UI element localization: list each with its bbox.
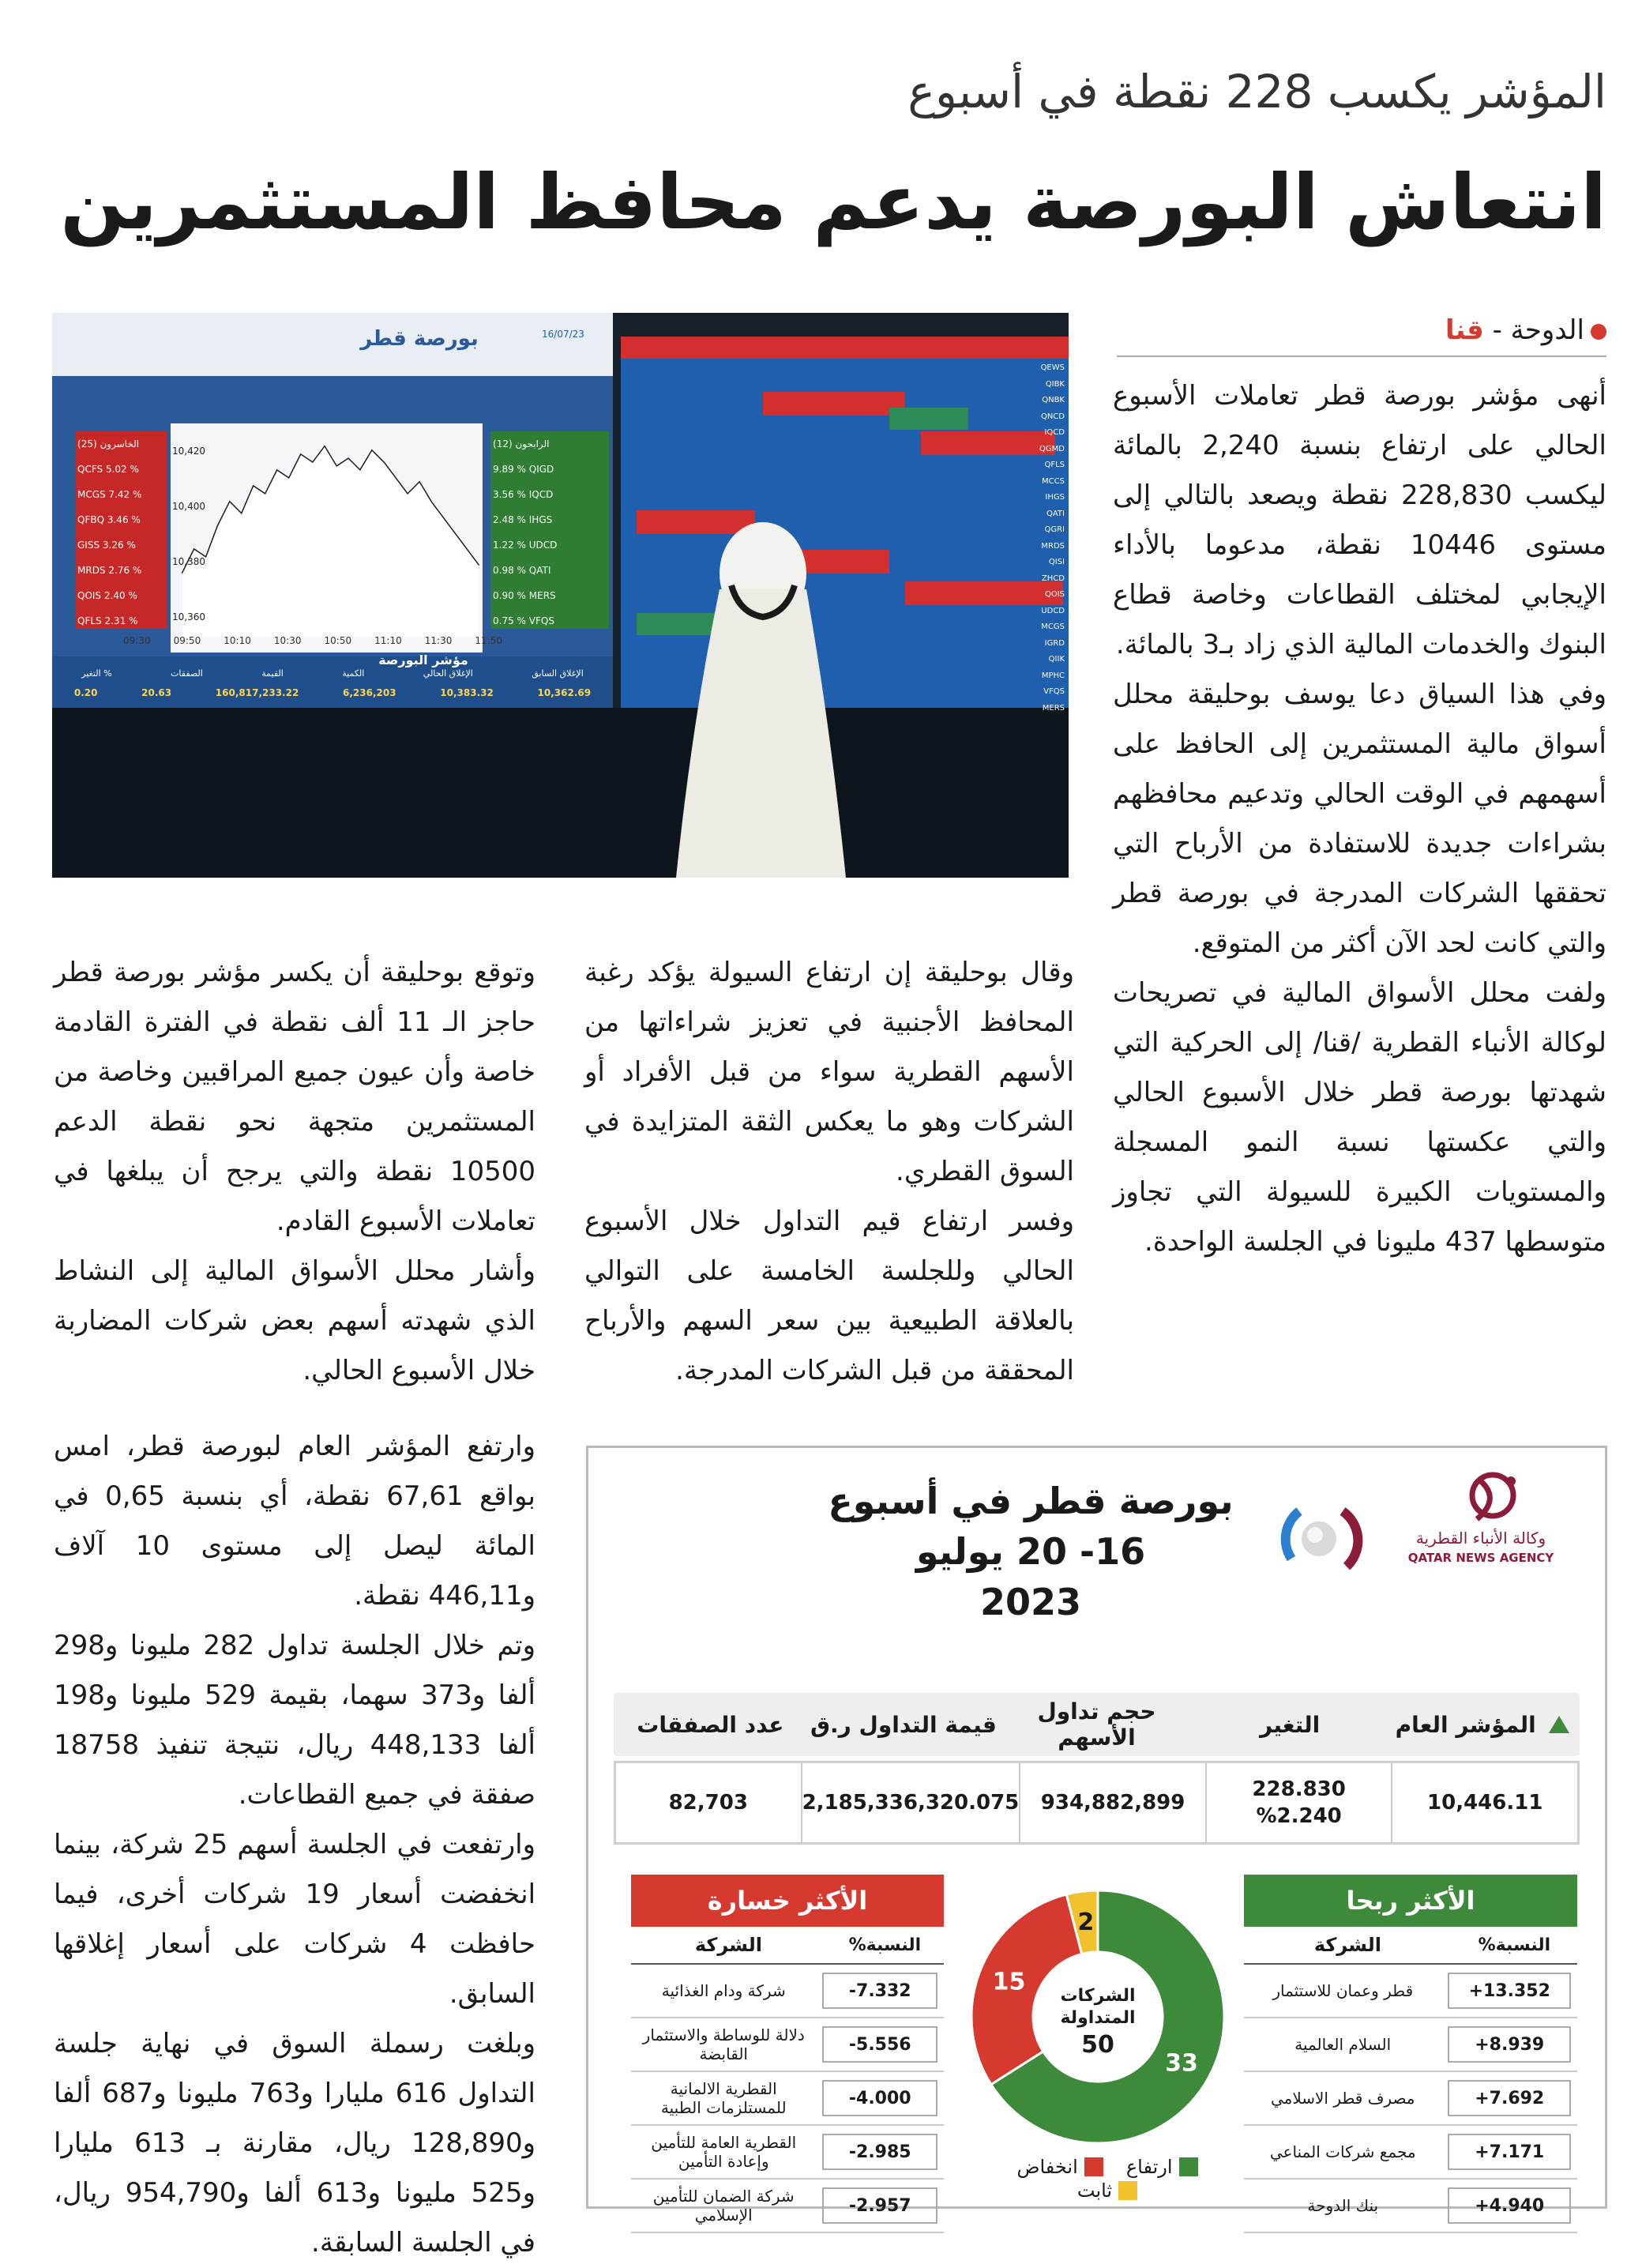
ticker-code: VFQS <box>528 615 554 626</box>
ticker-code: UDCD <box>528 540 558 551</box>
paragraph: ولفت محلل الأسواق المالية في تصريحات لوكالة الأنباء القطرية /قنا/ إلى الحركية التي شهدتها بورصة قطر خلال الأسبوع الحالي والتي عكستها نسبة النمو المسجلة والمستويات الكبيرة للسيولة التي تجاوز متوسطها 437 مليونا في الجلسة الواحدة. <box>1113 977 1606 1258</box>
summary-table-header <box>614 1693 1580 1756</box>
infographic-title: بورصة قطر في أسبوع <box>828 1480 1234 1522</box>
summary-label: الكمية <box>342 668 365 679</box>
x-tick: 11:10 <box>374 635 402 646</box>
board-summary-labels <box>52 668 613 679</box>
list-item <box>1244 2072 1577 2126</box>
company-name: القطرية الالمانية للمستلزمات الطبية <box>660 2079 787 2117</box>
article-headline: انتعاش البورصة يدعم محافظ المستثمرين <box>60 158 1606 246</box>
list-item <box>631 2180 944 2233</box>
ticker-code: MCCS <box>1042 476 1065 486</box>
agency-name-ar: وكالة الأنباء القطرية <box>1415 1529 1546 1548</box>
ticker-code: MCGS <box>77 489 106 500</box>
agency-name-en: QATAR NEWS AGENCY <box>1407 1551 1554 1565</box>
exchange-logo-icon <box>1268 1488 1370 1590</box>
article-column-2 <box>584 948 1074 1396</box>
y-tick: 10,400 <box>172 501 205 512</box>
company-pct: 4.000- <box>822 2080 937 2116</box>
company-name: السلام العالمية <box>1294 2035 1392 2054</box>
header-label: المؤشر العام <box>1395 1711 1536 1738</box>
header-cell: عدد الصفقات <box>637 1711 784 1738</box>
list-item <box>1244 2018 1577 2072</box>
paragraph: أنهى مؤشر بورصة قطر تعاملات الأسبوع الحالي على ارتفاع بنسبة 2,240 بالمائة ليكسب 228,830 نقطة ويصعد بالتالي إلى مستوى 10446 نقطة، مدعوما بالأداء الإيجابي لمختلف القطاعات وخاصة قطاع البنوك والخدمات المالية الذي زاد بـ3 بالمائة. <box>1113 380 1606 660</box>
list-item <box>631 1965 944 2018</box>
company-name: القطرية العامة للتأمين وإعادة التأمين <box>651 2133 797 2171</box>
summary-table <box>588 1693 1605 1845</box>
top-losers-header <box>631 1927 944 1965</box>
summary-value: 20.63 <box>141 687 172 698</box>
paragraph: وارتفع المؤشر العام لبورصة قطر، امس بواقع 67,61 نقطة، أي بنسبة 0,65 في المائة ليصل إلى مستوى 10 آلاف و446,11 نقطة. <box>54 1431 535 1612</box>
header-cell: حجم تداول الأسهم <box>1037 1698 1156 1751</box>
legend-swatch <box>1118 2181 1137 2200</box>
ticker-code: QOIS <box>1044 590 1065 599</box>
ticker-code: QNCD <box>1040 412 1065 421</box>
ticker-code: IGRD <box>1044 638 1065 648</box>
ticker-pct: 0.90 % <box>493 590 526 601</box>
qna-logo-icon <box>1426 1464 1560 1527</box>
summary-value: 10,362.69 <box>537 687 592 698</box>
legend-item <box>1016 2156 1103 2178</box>
ticker-code: QATI <box>528 565 551 576</box>
paragraph: وبلغت رسملة السوق في نهاية جلسة التداول 616 مليارا و763 مليونا و687 ألفا و128,890 ريال، مقارنة بـ 613 مليارا و525 مليونا و613 ألفا و954,790 ريال، في الجلسة السابقة. <box>54 2028 536 2259</box>
article-dateline <box>1117 314 1606 357</box>
ticker-code: QCFS <box>77 464 103 475</box>
paragraph: وتم خلال الجلسة تداول 282 مليونا و298 ألفا و373 سهما، بقيمة 529 مليونا و198 ألفا 448,133 ريال، نتيجة تنفيذ 18758 صفقة في جميع القطاعات. <box>54 1630 535 1811</box>
top-gainers-panel <box>1244 1875 1577 2233</box>
ticker-pct: 7.42 % <box>108 489 142 500</box>
ticker-code: QIGD <box>528 464 554 475</box>
board-title: بورصة قطر <box>360 327 479 351</box>
board-y-ticks <box>172 423 205 645</box>
ticker-code: QFLS <box>1044 461 1065 469</box>
company-pct: 4.940+ <box>1448 2187 1571 2224</box>
legend-label: ارتفاع <box>1125 2156 1173 2178</box>
paragraph: وقال بوحليقة إن ارتفاع السيولة يؤكد رغبة المحافظ الأجنبية في تعزيز شراءاتها من الأسهم القطرية سواء من قبل الأفراد أو الشركات وهو ما يعكس الثقة المتزايدة في السوق القطري. <box>584 957 1074 1187</box>
value-cell: 82,703 <box>668 1791 748 1815</box>
donut-center-label: الشركات المتداولة <box>1060 1986 1136 2028</box>
ticker-code: QFBQ <box>77 514 105 525</box>
donut-slice-label: 15 <box>992 1968 1026 1996</box>
article-kicker: المؤشر يكسب 228 نقطة في أسبوع <box>907 65 1606 118</box>
company-pct: 7.332- <box>822 1973 937 2009</box>
ticker-code: VFQS <box>1043 687 1065 696</box>
donut-slice-label: 2 <box>1077 1908 1095 1936</box>
ticker-code: QIBK <box>1045 379 1065 389</box>
board-summary-values <box>52 687 613 698</box>
company-name: مجمع شركات المناعي <box>1269 2142 1416 2161</box>
donut-center-value: 50 <box>1081 2031 1114 2059</box>
ticker-code: MERS <box>1042 703 1065 713</box>
ticker-code: QOIS <box>77 590 102 601</box>
ticker-code: ZHCD <box>1041 574 1065 583</box>
ticker-pct: 3.56 % <box>493 489 526 500</box>
paragraph: وارتفعت في الجلسة أسهم 25 شركة، بينما انخفضت أسعار 19 شركات أخرى، فيما حافظت 4 شركات على أسعار إغلاقها السابق. <box>54 1829 536 2010</box>
up-triangle-icon <box>1547 1714 1571 1735</box>
weekly-infographic <box>586 1446 1607 2225</box>
company-name: مصرف قطر الاسلامي <box>1270 2089 1415 2108</box>
col-pct: النسبة% <box>1478 1935 1551 1955</box>
summary-value: 0.20 <box>73 687 98 698</box>
company-pct: 8.939+ <box>1448 2026 1571 2063</box>
top-gainers-title: الأكثر ربحا <box>1244 1875 1577 1927</box>
summary-label: القيمة <box>261 668 284 679</box>
header-cell: قيمة التداول ر.ق <box>810 1711 997 1738</box>
summary-table-row <box>614 1761 1580 1845</box>
x-tick: 10:10 <box>224 635 251 646</box>
legend-item <box>1077 2180 1137 2202</box>
summary-label: الإغلاق السابق <box>532 668 584 679</box>
ticker-code: IHGS <box>1045 493 1065 502</box>
dateline-separator: - <box>1483 314 1511 346</box>
list-item <box>631 2018 944 2072</box>
board-losers-list <box>77 431 164 634</box>
ticker-pct: 2.40 % <box>103 590 137 601</box>
ticker-pct: 2.31 % <box>104 615 138 626</box>
ticker-code: QEWS <box>1040 363 1065 372</box>
board-gainers-label: الرابحون (12) <box>493 438 550 449</box>
ticker-code: MRDS <box>1041 541 1065 551</box>
x-tick: 11:30 <box>424 635 453 646</box>
legend-label: انخفاض <box>1016 2156 1078 2178</box>
header-cell: التغير <box>1260 1711 1321 1738</box>
ticker-code: IQCD <box>1044 428 1065 437</box>
ticker-pct: 2.76 % <box>108 565 142 576</box>
company-pct: 13.352+ <box>1448 1973 1571 2009</box>
summary-label: الصفقات <box>171 668 203 679</box>
board-gainers-list <box>493 431 607 634</box>
col-company: الشركة <box>1313 1934 1381 1956</box>
paragraph: وفي هذا السياق دعا يوسف بوحليقة محلل أسواق مالية المستثمرين إلى الحافظ على أسهمهم في الوقت الحالي وتدعيم محافظهم بشراءات جديدة للاستفادة من الأرباح التي تحققها الشركات المدرجة في بورصة قطر والتي كانت لحد الآن أكثر من المتوقع. <box>1113 679 1606 959</box>
ticker-code: QIIK <box>1048 655 1065 664</box>
ticker-code: MPHC <box>1041 671 1065 680</box>
paragraph: وأشار محلل الأسواق المالية إلى النشاط الذي شهدته أسهم بعض شركات المضاربة خلال الأسبوع الحالي. <box>54 1255 535 1386</box>
value-cell: 228.830 %2.240 <box>1205 1763 1392 1842</box>
list-item <box>631 2126 944 2180</box>
dateline-place: الدوحة <box>1510 314 1584 346</box>
board-losers-label: الخاسرون (25) <box>77 438 140 449</box>
ticker-pct: 2.48 % <box>493 514 526 525</box>
summary-label: الإغلاق الحالي <box>423 668 473 679</box>
company-name: شركة الضمان للتأمين الإسلامي <box>652 2187 795 2225</box>
value-cell: 934,882,899 <box>1019 1763 1205 1842</box>
ticker-code: QNBK <box>1042 396 1065 404</box>
ticker-code: QGRI <box>1044 525 1065 534</box>
company-pct: 5.556- <box>822 2026 937 2063</box>
company-pct: 2.957- <box>822 2187 937 2224</box>
dateline-source: قنا <box>1445 314 1484 346</box>
list-item <box>1244 1965 1577 2018</box>
ticker-pct: 1.22 % <box>493 540 526 551</box>
col-pct: النسبة% <box>848 1935 922 1955</box>
top-losers-title: الأكثر خسارة <box>631 1875 944 1927</box>
ticker-code: GISS <box>77 540 100 551</box>
company-name: قطر وعمان للاستثمار <box>1272 1981 1414 2000</box>
x-tick: 11:50 <box>475 635 502 646</box>
ticker-code: MRDS <box>77 565 106 576</box>
y-tick: 10,360 <box>172 611 205 622</box>
summary-label: التغير % <box>81 668 112 679</box>
value-cell: 10,446.11 <box>1391 1763 1577 1842</box>
x-tick: 10:30 <box>273 635 302 646</box>
list-item <box>631 2072 944 2126</box>
company-pct: 7.692+ <box>1448 2080 1571 2116</box>
company-name: شركة ودام الغذائية <box>661 1981 786 2000</box>
article-column-4 <box>54 1422 535 2268</box>
x-tick: 09:30 <box>123 635 151 646</box>
donut-legend <box>968 2156 1228 2203</box>
company-pct: 2.985- <box>822 2134 937 2170</box>
bullet-dot-icon <box>1591 324 1606 340</box>
ticker-code: UDCD <box>1041 606 1065 615</box>
y-tick: 10,420 <box>172 446 205 457</box>
list-item <box>1244 2126 1577 2180</box>
stock-board-photo <box>52 313 1069 878</box>
ticker-code: IQCD <box>528 489 554 500</box>
company-pct: 7.171+ <box>1448 2134 1571 2170</box>
legend-item <box>1126 2156 1198 2178</box>
ticker-pct: 5.02 % <box>105 464 139 475</box>
infographic-dates: 16- 20 يوليو <box>915 1530 1146 1573</box>
ticker-code: QATI <box>1046 509 1065 518</box>
legend-label: ثابت <box>1077 2180 1113 2202</box>
article-column-1 <box>1113 371 1606 1382</box>
y-tick: 10,380 <box>172 556 205 567</box>
ticker-pct: 3.46 % <box>107 514 141 525</box>
ticker-code: MCGS <box>1041 622 1065 631</box>
infographic-year: 2023 <box>979 1581 1082 1623</box>
board-date: 16/07/23 <box>542 329 584 340</box>
value-cell: 2,185,336,320.075 <box>801 1763 1020 1842</box>
paragraph: وتوقع بوحليقة أن يكسر مؤشر بورصة قطر حاجز الـ 11 ألف نقطة في الفترة القادمة خاصة وأن عيون جميع المراقبين وخاصة من المستثمرين متجهة نحو نقطة الدعم 10500 نقطة والتي يرجح أن يبلغها في تعاملات الأسبوع القادم. <box>54 957 535 1237</box>
board-index-label: مؤشر البورصة <box>378 653 468 668</box>
paragraph: وفسر ارتفاع قيم التداول خلال الأسبوع الحالي وللجلسة الخامسة على التوالي بالعلاقة الطبيعية بين سعر السهم والأرباح المحققة من قبل الشركات المدرجة. <box>584 1205 1074 1386</box>
top-losers-panel <box>631 1875 944 2233</box>
summary-value: 6,236,203 <box>343 687 396 698</box>
ticker-code: IHGS <box>528 514 553 525</box>
ticker-pct: 3.26 % <box>102 540 136 551</box>
ticker-pct: 0.75 % <box>493 615 526 626</box>
legend-swatch <box>1179 2157 1198 2176</box>
summary-value: 160,817,233.22 <box>215 687 299 698</box>
legend-swatch <box>1084 2157 1103 2176</box>
ticker-code: QFLS <box>77 615 102 626</box>
ticker-code: QGMD <box>1039 444 1065 453</box>
ticker-pct: 0.98 % <box>493 565 526 576</box>
ticker-pct: 9.89 % <box>493 464 526 475</box>
x-tick: 09:50 <box>173 635 201 646</box>
article-column-3 <box>54 948 535 1396</box>
x-tick: 10:50 <box>324 635 352 646</box>
company-name: دلالة للوساطة والاستثمار القابضة <box>642 2025 805 2063</box>
list-item <box>1244 2180 1577 2233</box>
company-name: بنك الدوحة <box>1307 2196 1379 2215</box>
summary-value: 10,383.32 <box>440 687 494 698</box>
board-ticker-list <box>1008 360 1065 717</box>
donut-slice-label: 33 <box>1165 2049 1198 2078</box>
ticker-code: QISI <box>1048 558 1065 566</box>
ticker-code: MERS <box>528 590 556 601</box>
top-gainers-header <box>1244 1927 1577 1965</box>
header-cell <box>1386 1693 1580 1756</box>
col-company: الشركة <box>694 1934 762 1956</box>
